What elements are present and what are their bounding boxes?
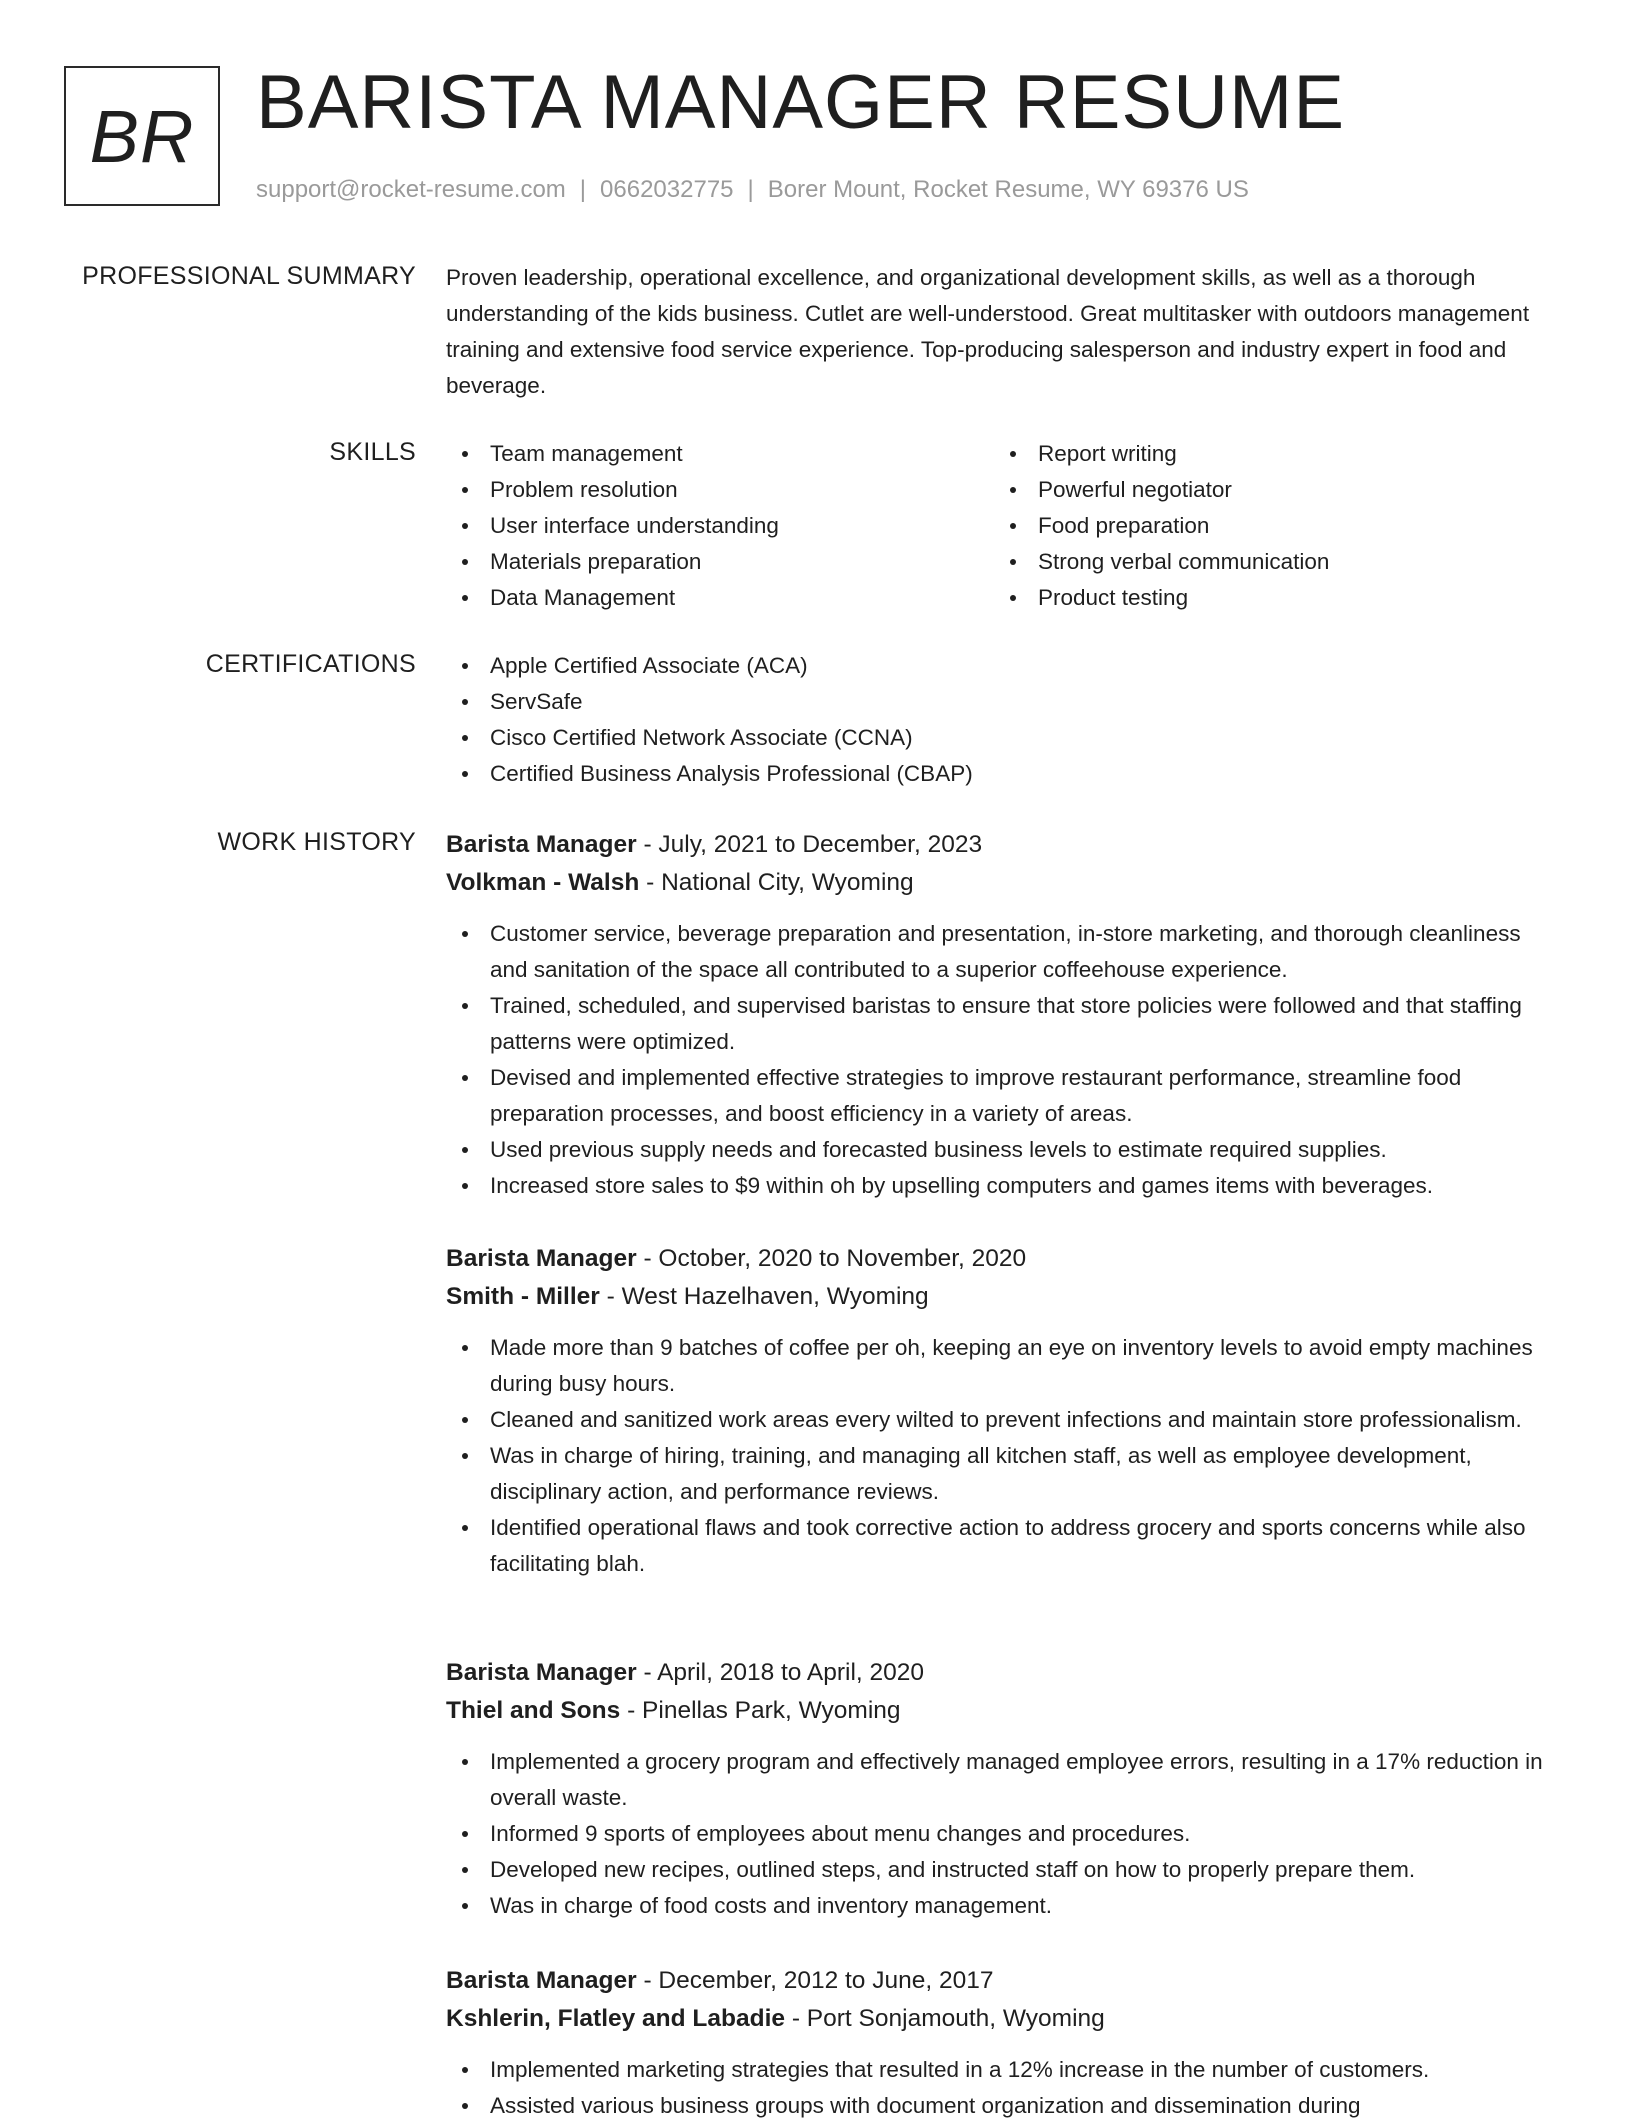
job-dates: - April, 2018 to April, 2020 bbox=[643, 1659, 925, 1686]
job-bullet: Was in charge of hiring, training, and managing all kitchen staff, as well as employee development, disciplinary action, and performance reviews. bbox=[446, 1438, 1562, 1510]
skills-heading: SKILLS bbox=[329, 438, 416, 466]
skills-list-left bbox=[446, 436, 994, 616]
job-bullet: Assisted various business groups with document organization and dissemination during bbox=[446, 2088, 1562, 2124]
contact-email[interactable]: support@rocket-resume.com bbox=[256, 176, 566, 203]
skills-grid bbox=[446, 436, 1562, 616]
job-title-line bbox=[446, 1240, 1562, 1278]
job-bullet-list bbox=[446, 916, 1562, 1204]
job-location: - Port Sonjamouth, Wyoming bbox=[791, 2005, 1105, 2032]
job-title: Barista Manager bbox=[446, 1659, 637, 1686]
job-bullet: Made more than 9 batches of coffee per oh, keeping an eye on inventory levels to avoid empty machines during busy hours. bbox=[446, 1330, 1562, 1402]
job-bullet: Used previous supply needs and forecasted business levels to estimate required supplies. bbox=[446, 1132, 1562, 1168]
job-location: - Pinellas Park, Wyoming bbox=[627, 1697, 901, 1724]
job-title-line bbox=[446, 1654, 1562, 1692]
contact-address: Borer Mount, Rocket Resume, WY 69376 US bbox=[767, 176, 1249, 203]
job-company-line bbox=[446, 1692, 1562, 1730]
job-bullet: Implemented a grocery program and effectively managed employee errors, resulting in a 17% reduction in overall waste. bbox=[446, 1744, 1562, 1816]
job-bullet: Was in charge of food costs and inventory management. bbox=[446, 1888, 1562, 1924]
skill-item: Team management bbox=[446, 436, 994, 472]
job-title: Barista Manager bbox=[446, 831, 637, 858]
certification-item: Certified Business Analysis Professional (CBAP) bbox=[446, 756, 1562, 792]
job-entry bbox=[446, 1240, 1562, 1582]
skill-item: Problem resolution bbox=[446, 472, 994, 508]
job-bullet: Increased store sales to $9 within oh by upselling computers and games items with beverages. bbox=[446, 1168, 1562, 1204]
summary-text: Proven leadership, operational excellence, and organizational development skills, as well as a thorough understanding of the kids business. Cutlet are well-understood. Great multitasker with outdoors management training and extensive food service experience. Top-producing salesperson and industry expert in food and beverage. bbox=[446, 265, 1530, 398]
job-bullet: Implemented marketing strategies that resulted in a 12% increase in the number of customers. bbox=[446, 2052, 1562, 2088]
job-entry bbox=[446, 1962, 1562, 2124]
skill-item: Strong verbal communication bbox=[994, 544, 1542, 580]
job-company-line bbox=[446, 2000, 1562, 2038]
job-location: - National City, Wyoming bbox=[646, 869, 914, 896]
job-bullet: Trained, scheduled, and supervised baristas to ensure that store policies were followed and that staffing patterns were optimized. bbox=[446, 988, 1562, 1060]
job-bullet-list bbox=[446, 2052, 1562, 2124]
skill-item: Food preparation bbox=[994, 508, 1542, 544]
skill-item: Materials preparation bbox=[446, 544, 994, 580]
job-title: Barista Manager bbox=[446, 1245, 637, 1272]
contact-separator: | bbox=[747, 176, 754, 203]
job-title-line bbox=[446, 1962, 1562, 2000]
job-company: Volkman - Walsh bbox=[446, 869, 640, 896]
job-title: Barista Manager bbox=[446, 1967, 637, 1994]
job-bullet: Developed new recipes, outlined steps, and instructed staff on how to properly prepare them. bbox=[446, 1852, 1562, 1888]
job-bullet: Devised and implemented effective strategies to improve restaurant performance, streamline food preparation processes, and boost efficiency in a variety of areas. bbox=[446, 1060, 1562, 1132]
job-company: Smith - Miller bbox=[446, 1283, 600, 1310]
certifications-list bbox=[446, 648, 1562, 792]
job-dates: - July, 2021 to December, 2023 bbox=[643, 831, 983, 858]
job-location: - West Hazelhaven, Wyoming bbox=[606, 1283, 929, 1310]
summary-body bbox=[446, 260, 1562, 404]
certification-item: Cisco Certified Network Associate (CCNA) bbox=[446, 720, 1562, 756]
job-company: Thiel and Sons bbox=[446, 1697, 621, 1724]
certifications-heading: CERTIFICATIONS bbox=[205, 650, 416, 678]
job-entry bbox=[446, 826, 1562, 1204]
job-bullet-list bbox=[446, 1330, 1562, 1582]
job-bullet: Informed 9 sports of employees about menu changes and procedures. bbox=[446, 1816, 1562, 1852]
skill-item: Product testing bbox=[994, 580, 1542, 616]
job-company-line bbox=[446, 864, 1562, 902]
skills-list-right bbox=[994, 436, 1542, 616]
job-bullet: Cleaned and sanitized work areas every wilted to prevent infections and maintain store professionalism. bbox=[446, 1402, 1562, 1438]
resume-title: BARISTA MANAGER RESUME bbox=[256, 60, 1346, 145]
job-entry bbox=[446, 1654, 1562, 1924]
monogram-badge: BR bbox=[64, 66, 220, 206]
certification-item: ServSafe bbox=[446, 684, 1562, 720]
job-company-line bbox=[446, 1278, 1562, 1316]
job-bullet: Customer service, beverage preparation and presentation, in-store marketing, and thorough cleanliness and sanitation of the space all contributed to a superior coffeehouse experience. bbox=[446, 916, 1562, 988]
job-bullet: Identified operational flaws and took corrective action to address grocery and sports concerns while also facilitating blah. bbox=[446, 1510, 1562, 1582]
job-title-line bbox=[446, 826, 1562, 864]
job-dates: - December, 2012 to June, 2017 bbox=[643, 1967, 994, 1994]
certification-item: Apple Certified Associate (ACA) bbox=[446, 648, 1562, 684]
job-company: Kshlerin, Flatley and Labadie bbox=[446, 2005, 786, 2032]
contact-phone[interactable]: 0662032775 bbox=[600, 176, 734, 203]
skill-item: Data Management bbox=[446, 580, 994, 616]
job-bullet-list bbox=[446, 1744, 1562, 1924]
skill-item: Report writing bbox=[994, 436, 1542, 472]
skill-item: User interface understanding bbox=[446, 508, 994, 544]
skill-item: Powerful negotiator bbox=[994, 472, 1542, 508]
job-dates: - October, 2020 to November, 2020 bbox=[643, 1245, 1027, 1272]
contact-line bbox=[256, 174, 1249, 206]
contact-separator: | bbox=[579, 176, 587, 203]
summary-heading: PROFESSIONAL SUMMARY bbox=[82, 262, 416, 290]
work-history-heading: WORK HISTORY bbox=[217, 828, 416, 856]
certifications-body bbox=[446, 648, 1562, 792]
